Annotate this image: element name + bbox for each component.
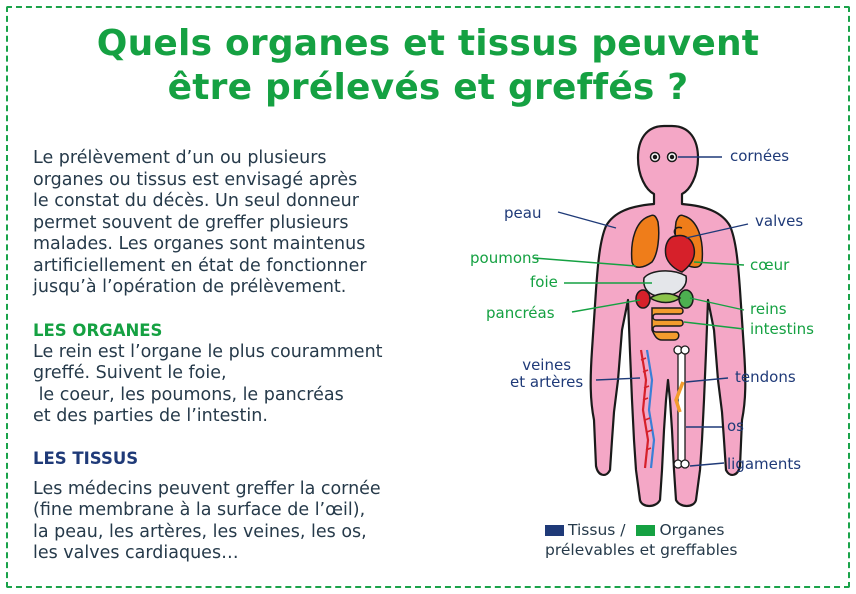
legend-line-2: prélevables et greffables (545, 541, 738, 559)
label-tendons: tendons (735, 368, 796, 386)
tissus-line: (fine membrane à la surface de l’œil), (33, 500, 366, 521)
label-foie: foie (530, 273, 558, 291)
organes-line: Le rein est l’organe le plus couramment (33, 342, 383, 362)
legend-line-1 (545, 520, 738, 540)
legend (545, 520, 738, 560)
organes-line: greffé. Suivent le foie, (33, 363, 227, 384)
organes-line: et des parties de l’intestin. (33, 405, 268, 426)
intro-line: Le prélèvement d’un ou plusieurs (33, 148, 327, 168)
intro-line: le constat du décès. Un seul donneur (33, 191, 359, 211)
organes-heading: LES ORGANES (33, 321, 163, 340)
label-poumons: poumons (470, 249, 540, 267)
title-line-1: Quels organes et tissus peuvent (96, 23, 760, 64)
label-cornees: cornées (730, 147, 790, 165)
label-peau: peau (504, 204, 542, 222)
tissus-line: Les médecins peuvent greffer la cornée (33, 479, 381, 499)
organes-swatch (636, 525, 655, 536)
tissus-swatch (545, 525, 564, 536)
title-line-2: être prélevés et greffés ? (167, 67, 689, 108)
intestines-icon (652, 308, 683, 340)
tissus-line: la peau, les artères, les veines, les os, (33, 521, 367, 542)
legend-tissus-label: Tissus / (568, 521, 626, 539)
label-veines-line2: et artères (510, 373, 584, 391)
label-intestins: intestins (750, 320, 814, 338)
label-os: os (727, 417, 744, 435)
organes-line: le coeur, les poumons, le pancréas (33, 384, 344, 405)
label-coeur: cœur (750, 256, 790, 274)
label-veines (510, 357, 583, 391)
intro-line: permet souvent de greffer plusieurs (33, 212, 349, 233)
label-ligaments: ligaments (727, 455, 802, 473)
tissus-line: les valves cardiaques… (33, 542, 239, 563)
label-valves: valves (755, 212, 804, 230)
legend-organes-label: Organes (659, 521, 725, 539)
intro-line: malades. Les organes sont maintenus (33, 234, 366, 254)
body-silhouette (591, 126, 746, 506)
label-reins: reins (750, 300, 787, 318)
label-pancreas: pancréas (486, 304, 555, 322)
intro-line: jusqu’à l’opération de prélèvement. (33, 277, 347, 297)
label-veines-line1: veines (522, 356, 572, 374)
tissus-heading: LES TISSUS (33, 449, 139, 468)
intro-line: organes ou tissus est envisagé après (33, 169, 358, 190)
intro-line: artificiellement en état de fonctionner (33, 255, 367, 276)
